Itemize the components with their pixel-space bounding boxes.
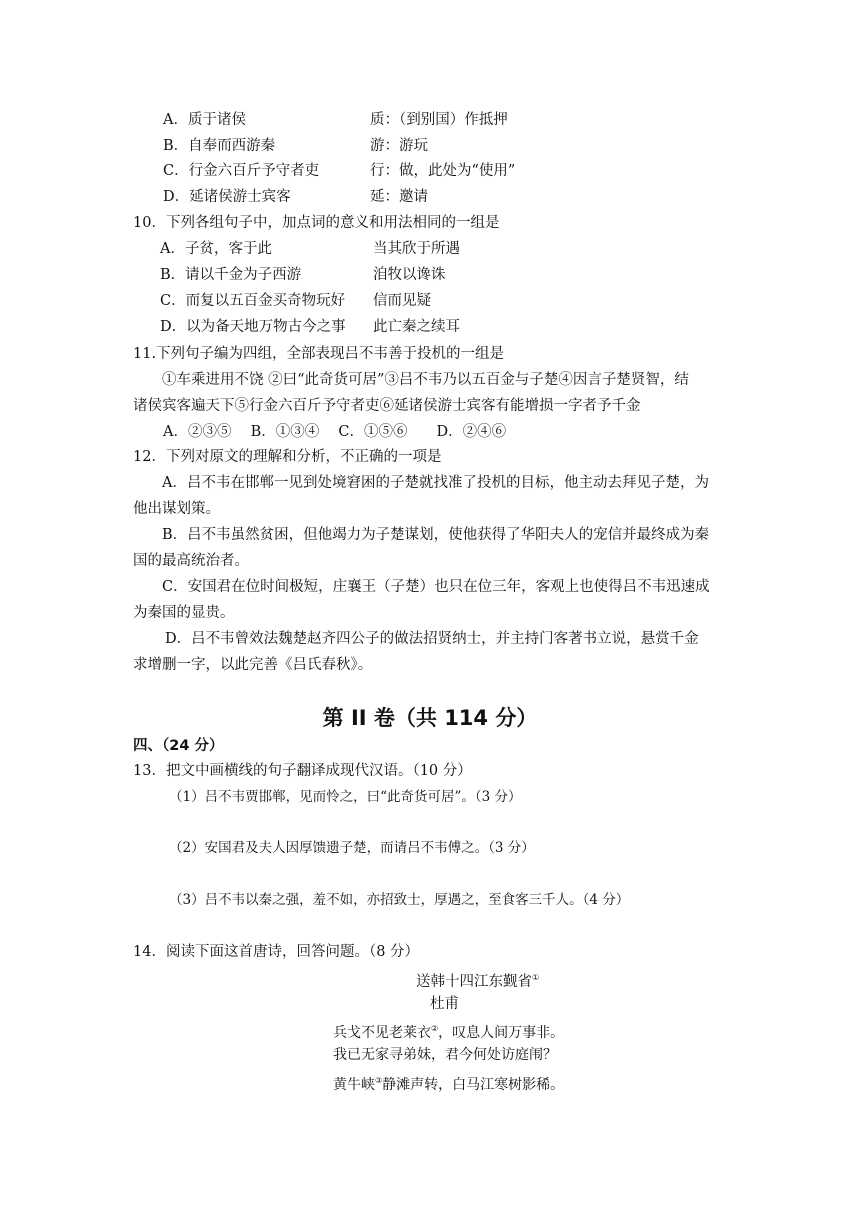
q10-option-b <box>160 265 301 285</box>
poem-line-3b: 静滩声转，白马江寒树影稀。 <box>382 1077 565 1093</box>
q10-stem <box>133 213 499 233</box>
q10-option-a-right: 当其欣于所遇 <box>373 241 460 257</box>
poem-title <box>416 968 539 992</box>
poem-author <box>430 994 459 1014</box>
q9-option-c-right: 行：做，此处为“使用” <box>370 163 516 179</box>
poem-line-1 <box>333 1019 564 1043</box>
q9-option-b-right: 游：游玩 <box>370 138 428 154</box>
q11-choices <box>163 422 506 442</box>
q10-option-b-pair <box>373 265 446 285</box>
poem-line-2-text: 我已无家寻弟妹，君今何处访庭闱？ <box>333 1047 557 1063</box>
section-title: 第 II 卷（共 114 分） <box>322 706 538 730</box>
q9-option-d-gloss <box>370 187 428 207</box>
poem-title-note: ① <box>532 973 540 982</box>
q9-option-b-left: B．自奉而西游秦 <box>163 138 276 154</box>
q12-option-a-text2: 他出谋划策。 <box>133 501 220 517</box>
poem-title-text: 送韩十四江东觐省 <box>416 974 532 990</box>
q11-choices-text: A．②③⑤ B．①③④ C．①⑤⑥ D．②④⑥ <box>163 424 507 440</box>
q10-option-d-right: 此亡秦之续耳 <box>373 319 460 335</box>
q12-option-c-text2: 为秦国的显贵。 <box>133 605 235 621</box>
poem-line-1a: 兵戈不见老莱衣 <box>333 1025 431 1041</box>
q12-option-a-text1: A．吕不韦在邯郸一见到处境窘困的子楚就找准了投机的目标，他主动去拜见子楚，为 <box>162 475 709 491</box>
q12-option-d-line1 <box>165 629 699 649</box>
q10-option-d <box>160 317 346 337</box>
q9-option-b <box>163 136 275 156</box>
poem-line-2 <box>333 1045 557 1065</box>
poem-line-1-note: ② <box>431 1024 439 1033</box>
q12-stem-text: 12．下列对原文的理解和分析，不正确的一项是 <box>133 449 442 465</box>
q13-sentence-2 <box>169 838 535 858</box>
q12-option-c-text1: C．安国君在位时间极短，庄襄王（子楚）也只在位三年，客观上也使得吕不韦迅速成 <box>162 579 710 595</box>
q9-option-a-left: A．质于诸侯 <box>163 112 246 128</box>
q13-stem <box>133 761 472 781</box>
part-four-heading-text: 四、（24 分） <box>133 738 224 754</box>
q10-option-b-left: B．请以千金为子西游 <box>160 267 302 283</box>
q9-option-b-gloss <box>370 136 428 156</box>
q10-option-d-pair <box>373 317 460 337</box>
q10-option-a <box>160 239 272 259</box>
poem-line-3-note: ③ <box>375 1076 383 1085</box>
q9-option-c <box>163 161 319 181</box>
q10-option-c-pair <box>373 291 431 311</box>
q11-sentences-line1 <box>162 370 689 390</box>
q9-option-c-gloss <box>370 161 515 181</box>
q9-option-d-right: 延：邀请 <box>370 189 428 205</box>
q13-sentence-2-text: （2）安国君及夫人因厚馈遗子楚，而请吕不韦傅之。（3 分） <box>169 840 535 856</box>
q12-option-a-line2 <box>133 499 220 519</box>
q10-option-c-right: 信而见疑 <box>373 293 431 309</box>
q13-sentence-1 <box>169 787 522 807</box>
part-four-heading <box>133 736 223 756</box>
poem-author-text: 杜甫 <box>430 996 459 1012</box>
q14-stem <box>133 942 419 962</box>
q10-option-d-left: D．以为备天地万物古今之事 <box>160 319 346 335</box>
q13-sentence-3 <box>169 890 629 910</box>
q12-option-d-text2: 求增删一字，以此完善《吕氏春秋》。 <box>133 657 373 673</box>
q9-option-a-gloss <box>370 110 508 130</box>
q12-option-b-line1 <box>162 525 709 545</box>
q13-sentence-1-text: （1）吕不韦贾邯郸，见而怜之，曰“此奇货可居”。（3 分） <box>169 789 522 805</box>
q14-stem-text: 14．阅读下面这首唐诗，回答问题。（8 分） <box>133 944 420 960</box>
q9-option-a-right: 质：（到别国）作抵押 <box>370 112 508 128</box>
q10-option-c-left: C．而复以五百金买奇物玩好 <box>160 293 346 309</box>
q11-stem <box>133 344 504 364</box>
q12-option-a-line1 <box>162 473 709 493</box>
q10-option-a-left: A．子贫，客于此 <box>160 241 272 257</box>
q12-option-b-text2: 国的最高统治者。 <box>133 553 249 569</box>
q13-stem-text: 13．把文中画横线的句子翻译成现代汉语。（10 分） <box>133 763 472 779</box>
q11-sentences-line2-text: 诸侯宾客遍天下⑤行金六百斤予守者吏⑥延诸侯游士宾客有能增损一字者予千金 <box>133 398 641 414</box>
q13-sentence-3-text: （3）吕不韦以秦之强，羞不如，亦招致士，厚遇之，至食客三千人。（4 分） <box>169 892 630 908</box>
poem-line-3a: 黄牛峡 <box>333 1077 375 1093</box>
q10-stem-text: 10．下列各组句子中，加点词的意义和用法相同的一组是 <box>133 215 500 231</box>
q12-option-d-text1: D．吕不韦曾效法魏楚赵齐四公子的做法招贤纳士，并主持门客著书立说，悬赏千金 <box>165 631 699 647</box>
q11-sentences-line1-text: ①车乘进用不饶 ②曰“此奇货可居”③吕不韦乃以五百金与子楚④因言子楚贤智，结 <box>162 372 689 388</box>
q9-option-c-left: C．行金六百斤予守者吏 <box>163 163 320 179</box>
q10-option-c <box>160 291 345 311</box>
q9-option-d <box>163 187 291 207</box>
q12-option-b-text1: B．吕不韦虽然贫困，但他竭力为子楚谋划，使他获得了华阳夫人的宠信并最终成为秦 <box>162 527 710 543</box>
poem-line-3 <box>333 1071 564 1095</box>
q9-option-a <box>163 110 246 130</box>
q10-option-b-right: 洎牧以谗诛 <box>373 267 446 283</box>
poem-line-1b: ，叹息人间万事非。 <box>438 1025 565 1041</box>
q11-sentences-line2 <box>133 396 641 416</box>
q12-option-c-line2 <box>133 603 235 623</box>
q9-option-d-left: D．延诸侯游士宾客 <box>163 189 291 205</box>
q11-stem-text: 11.下列句子编为四组，全部表现吕不韦善于投机的一组是 <box>133 346 505 362</box>
q10-option-a-pair <box>373 239 460 259</box>
q12-option-d-line2 <box>133 655 372 675</box>
q12-option-b-line2 <box>133 551 249 571</box>
q12-option-c-line1 <box>162 577 710 597</box>
q12-stem <box>133 447 441 467</box>
